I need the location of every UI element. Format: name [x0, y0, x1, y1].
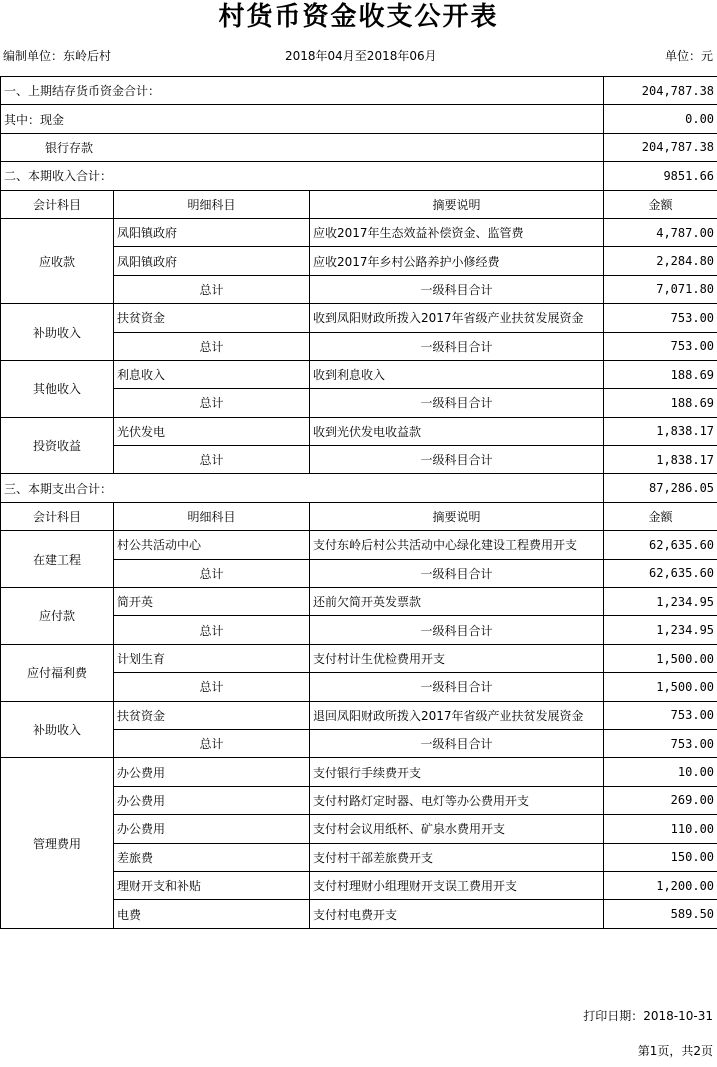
reporting-period: 2018年04月至2018年06月 — [285, 49, 437, 63]
currency-unit: 单位：元 — [664, 49, 713, 63]
amount-cell: 188.69 — [604, 360, 717, 388]
detail-account-cell: 办公费用 — [114, 786, 310, 814]
description-cell: 应收2017年生态效益补偿资金、监管费 — [310, 218, 604, 246]
compiling-unit: 编制单位：东岭后村 — [3, 49, 112, 63]
column-header: 摘要说明 — [310, 190, 604, 218]
amount-cell: 4,787.00 — [604, 218, 717, 246]
summary-row-bank — [1, 133, 717, 161]
description-cell: 还前欠简开英发票款 — [310, 588, 604, 616]
cash-value: 0.00 — [604, 105, 717, 133]
amount-cell: 150.00 — [604, 843, 717, 871]
column-header: 金额 — [604, 190, 717, 218]
amount-cell: 2,284.80 — [604, 247, 717, 275]
detail-account-cell: 办公费用 — [114, 758, 310, 786]
detail-account-cell: 简开英 — [114, 588, 310, 616]
amount-cell: 10.00 — [604, 758, 717, 786]
bank-value: 204,787.38 — [604, 133, 717, 161]
detail-account-cell: 光伏发电 — [114, 417, 310, 445]
description-cell: 支付村干部差旅费开支 — [310, 843, 604, 871]
description-cell: 支付银行手续费开支 — [310, 758, 604, 786]
subtotal-amount: 1,234.95 — [604, 616, 717, 644]
cash-label: 其中：现金 — [1, 105, 604, 133]
description-cell: 应收2017年乡村公路养护小修经费 — [310, 247, 604, 275]
detail-account-cell: 村公共活动中心 — [114, 531, 310, 559]
prev-balance-value: 204,787.38 — [604, 77, 717, 105]
income-column-headers — [1, 190, 717, 218]
amount-cell: 1,200.00 — [604, 871, 717, 899]
level1-total-label: 一级科目合计 — [310, 446, 604, 474]
income-account-cell: 补助收入 — [1, 304, 114, 361]
description-cell: 支付东岭后村公共活动中心绿化建设工程费用开支 — [310, 531, 604, 559]
print-date: 打印日期：2018-10-31 — [583, 1009, 713, 1023]
ledger-table — [0, 76, 717, 929]
detail-account-cell: 利息收入 — [114, 360, 310, 388]
column-header: 明细科目 — [114, 190, 310, 218]
level1-total-label: 一级科目合计 — [310, 729, 604, 757]
summary-row-income — [1, 162, 717, 190]
amount-cell: 110.00 — [604, 815, 717, 843]
summary-row-cash — [1, 105, 717, 133]
level1-total-label: 一级科目合计 — [310, 275, 604, 303]
description-cell: 支付村理财小组理财开支误工费用开支 — [310, 871, 604, 899]
subtotal-label: 总计 — [114, 275, 310, 303]
table-row — [1, 758, 717, 786]
table-row — [1, 588, 717, 616]
subtotal-label: 总计 — [114, 559, 310, 587]
column-header: 明细科目 — [114, 502, 310, 530]
detail-account-cell: 电费 — [114, 900, 310, 928]
expense-total-value: 87,286.05 — [604, 474, 717, 502]
table-row — [1, 360, 717, 388]
page-indicator: 第1页，共2页 — [637, 1044, 713, 1058]
page-title: 村货币资金收支公开表 — [218, 2, 499, 32]
expense-account-cell: 管理费用 — [1, 758, 114, 928]
description-cell: 退回凤阳财政所拨入2017年省级产业扶贫发展资金 — [310, 701, 604, 729]
subtotal-label: 总计 — [114, 389, 310, 417]
amount-cell: 269.00 — [604, 786, 717, 814]
level1-total-label: 一级科目合计 — [310, 389, 604, 417]
subtotal-amount: 62,635.60 — [604, 559, 717, 587]
amount-cell: 589.50 — [604, 900, 717, 928]
amount-cell: 753.00 — [604, 701, 717, 729]
subtotal-amount: 188.69 — [604, 389, 717, 417]
expense-account-cell: 应付福利费 — [1, 644, 114, 701]
column-header: 摘要说明 — [310, 502, 604, 530]
detail-account-cell: 扶贫资金 — [114, 701, 310, 729]
expense-account-cell: 补助收入 — [1, 701, 114, 758]
column-header: 金额 — [604, 502, 717, 530]
subtotal-amount: 1,838.17 — [604, 446, 717, 474]
table-row — [1, 644, 717, 672]
subtotal-amount: 753.00 — [604, 332, 717, 360]
subtotal-label: 总计 — [114, 673, 310, 701]
income-total-label: 二、本期收入合计： — [1, 162, 604, 190]
detail-account-cell: 办公费用 — [114, 815, 310, 843]
subtotal-label: 总计 — [114, 729, 310, 757]
amount-cell: 1,500.00 — [604, 644, 717, 672]
income-total-value: 9851.66 — [604, 162, 717, 190]
amount-cell: 753.00 — [604, 304, 717, 332]
table-row — [1, 417, 717, 445]
detail-account-cell: 计划生育 — [114, 644, 310, 672]
column-header: 会计科目 — [1, 190, 114, 218]
description-cell: 支付村会议用纸杯、矿泉水费用开支 — [310, 815, 604, 843]
amount-cell: 1,234.95 — [604, 588, 717, 616]
expense-total-label: 三、本期支出合计： — [1, 474, 604, 502]
subtotal-amount: 1,500.00 — [604, 673, 717, 701]
table-row — [1, 304, 717, 332]
detail-account-cell: 扶贫资金 — [114, 304, 310, 332]
summary-row-expense — [1, 474, 717, 502]
description-cell: 收到凤阳财政所拨入2017年省级产业扶贫发展资金 — [310, 304, 604, 332]
description-cell: 收到光伏发电收益款 — [310, 417, 604, 445]
level1-total-label: 一级科目合计 — [310, 673, 604, 701]
table-row — [1, 531, 717, 559]
detail-account-cell: 差旅费 — [114, 843, 310, 871]
expense-column-headers — [1, 502, 717, 530]
subtotal-label: 总计 — [114, 332, 310, 360]
bank-label: 银行存款 — [1, 133, 604, 161]
subtotal-label: 总计 — [114, 616, 310, 644]
description-cell: 支付村电费开支 — [310, 900, 604, 928]
description-cell: 支付村路灯定时器、电灯等办公费用开支 — [310, 786, 604, 814]
description-cell: 支付村计生优检费用开支 — [310, 644, 604, 672]
column-header: 会计科目 — [1, 502, 114, 530]
subtotal-amount: 7,071.80 — [604, 275, 717, 303]
prev-balance-label: 一、上期结存货币资金合计： — [1, 77, 604, 105]
level1-total-label: 一级科目合计 — [310, 559, 604, 587]
income-account-cell: 投资收益 — [1, 417, 114, 474]
detail-account-cell: 凤阳镇政府 — [114, 247, 310, 275]
income-account-cell: 应收款 — [1, 218, 114, 303]
subtotal-label: 总计 — [114, 446, 310, 474]
detail-account-cell: 理财开支和补贴 — [114, 871, 310, 899]
level1-total-label: 一级科目合计 — [310, 616, 604, 644]
detail-account-cell: 凤阳镇政府 — [114, 218, 310, 246]
subtotal-amount: 753.00 — [604, 729, 717, 757]
summary-row-prev-balance — [1, 77, 717, 105]
level1-total-label: 一级科目合计 — [310, 332, 604, 360]
table-row — [1, 701, 717, 729]
description-cell: 收到利息收入 — [310, 360, 604, 388]
amount-cell: 1,838.17 — [604, 417, 717, 445]
table-row — [1, 218, 717, 246]
income-account-cell: 其他收入 — [1, 360, 114, 417]
expense-account-cell: 在建工程 — [1, 531, 114, 588]
expense-account-cell: 应付款 — [1, 588, 114, 645]
amount-cell: 62,635.60 — [604, 531, 717, 559]
